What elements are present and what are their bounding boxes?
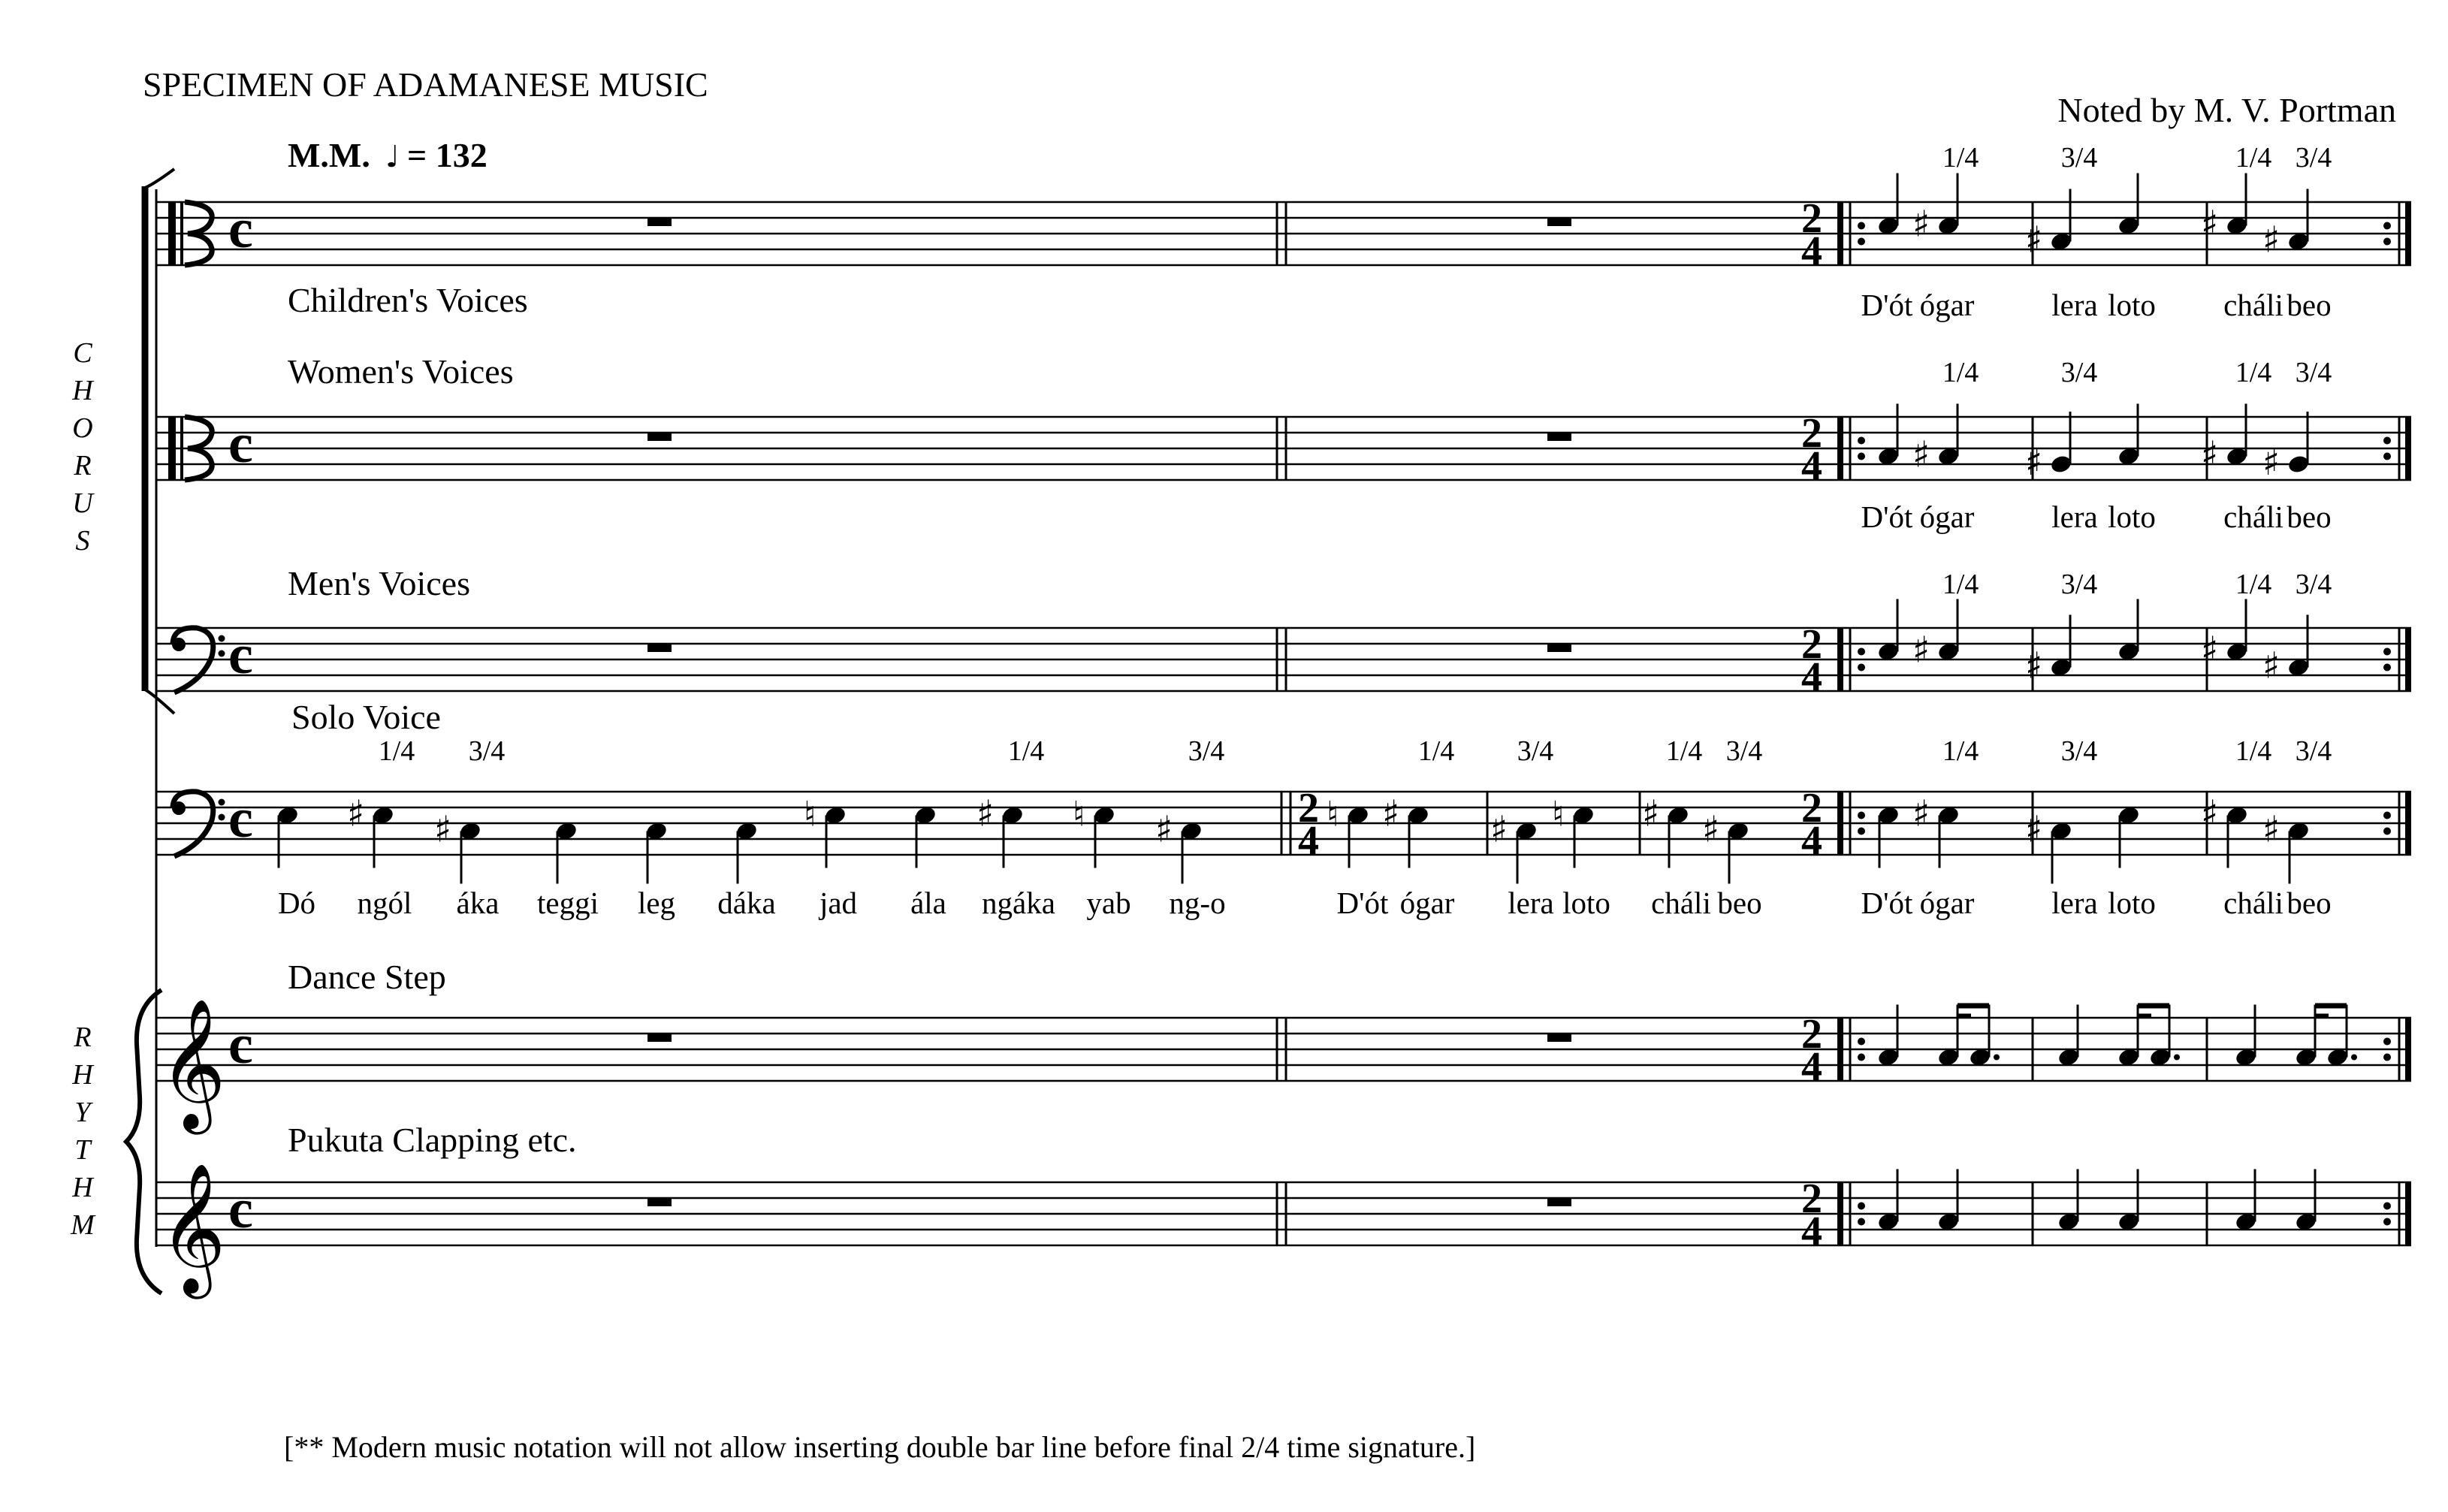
whole-rest xyxy=(1547,1034,1571,1042)
repeat-dot xyxy=(2383,453,2391,460)
treble-clef-dance: 𝄞 xyxy=(159,998,226,1129)
repeat-dot xyxy=(1858,664,1865,671)
time-sig-bottom: 4 xyxy=(1801,1209,1822,1255)
refrain-note xyxy=(2225,174,2248,237)
refrain-note xyxy=(2225,599,2248,662)
bass-clef-dot xyxy=(219,814,225,821)
solo-intro-note xyxy=(276,805,299,868)
lyric-word: lera xyxy=(2051,499,2098,534)
solo-intro-note xyxy=(1179,821,1203,884)
time-sig-bottom: 4 xyxy=(1801,228,1822,275)
quarter-note-icon: ♩ xyxy=(385,140,400,174)
sharp-sign: ♯ xyxy=(2025,442,2043,484)
solo-intro-note xyxy=(823,805,847,868)
sharp-sign: ♯ xyxy=(976,792,995,835)
pukuta-quarter xyxy=(2234,1169,2257,1233)
sharp-sign: ♯ xyxy=(2201,433,2219,476)
alto-clef-bar xyxy=(180,417,183,480)
sharp-sign: ♯ xyxy=(1155,808,1173,851)
rhythm-letter: H xyxy=(72,1059,93,1091)
refrain-note xyxy=(2117,805,2140,868)
chorus-group-label xyxy=(71,337,95,557)
sharp-sign: ♯ xyxy=(2025,644,2043,687)
dance-sixteenth xyxy=(2294,1005,2317,1068)
natural-sign: ♮ xyxy=(804,793,817,834)
repeat-dot xyxy=(2383,1203,2391,1210)
lyric-word: ógar xyxy=(1919,288,1975,322)
time-sig-bottom: 4 xyxy=(1298,818,1319,865)
common-time-men: c xyxy=(228,624,253,686)
notation xyxy=(276,174,2408,1246)
dance-dotted-eighth xyxy=(2326,1005,2349,1068)
fraction-three-quarter: 3/4 xyxy=(2060,357,2098,388)
lyric-word: lera xyxy=(2051,288,2098,322)
fraction-quarter: 1/4 xyxy=(2235,735,2272,767)
lyric-word: loto xyxy=(1562,886,1610,920)
fraction-quarter: 1/4 xyxy=(2235,569,2272,600)
fraction-quarter: 1/4 xyxy=(1942,142,1979,174)
alto-clef-bar xyxy=(180,202,183,265)
staff-name-women: Women's Voices xyxy=(288,352,514,391)
refrain-note xyxy=(1936,805,1960,868)
lyric-word: cháli xyxy=(2223,499,2283,534)
chorus-letter: H xyxy=(72,375,93,406)
sharp-sign: ♯ xyxy=(1912,203,1930,246)
whole-rest xyxy=(1547,1198,1571,1206)
refrain-note xyxy=(2117,404,2140,467)
fraction-quarter: 1/4 xyxy=(1942,735,1979,767)
sharp-sign: ♯ xyxy=(2262,808,2280,851)
lyric-word: jad xyxy=(819,886,858,920)
augmentation-dot xyxy=(2351,1055,2357,1061)
time-sig-top: 2 xyxy=(1801,621,1822,668)
dance-dotted-eighth xyxy=(1968,1005,1991,1068)
fraction-three-quarter: 3/4 xyxy=(2295,142,2332,174)
dance-quarter xyxy=(2057,1005,2080,1068)
solo-mid-note xyxy=(1514,821,1538,884)
solo-intro-note xyxy=(644,821,668,884)
fraction-three-quarter: 3/4 xyxy=(2060,569,2098,600)
lyric-word: ngáka xyxy=(982,886,1055,920)
sharp-sign: ♯ xyxy=(2262,219,2280,261)
repeat-dot xyxy=(1858,222,1865,230)
sharp-sign: ♯ xyxy=(434,808,452,851)
solo-mid-note xyxy=(1406,805,1429,868)
lyric-word: leg xyxy=(637,886,676,920)
refrain-note xyxy=(2049,189,2072,252)
whole-rest xyxy=(1547,218,1571,226)
common-time-children: c xyxy=(228,198,253,260)
rhythm-letter: H xyxy=(72,1172,93,1203)
repeat-dot xyxy=(1858,812,1865,819)
common-time-pukuta: c xyxy=(228,1179,253,1240)
repeat-dot xyxy=(2383,1038,2391,1046)
repeat-dot xyxy=(1858,1203,1865,1210)
refrain-note xyxy=(1936,599,1960,662)
lyric-word: beo xyxy=(2287,288,2332,322)
solo-mid-note xyxy=(1666,805,1689,868)
rhythm-letter: R xyxy=(74,1022,92,1053)
sharp-sign: ♯ xyxy=(2025,219,2043,261)
augmentation-dot xyxy=(1994,1055,2000,1061)
sharp-sign: ♯ xyxy=(2262,442,2280,484)
dance-dotted-eighth xyxy=(2148,1005,2172,1068)
refrain-note xyxy=(2287,412,2310,475)
refrain-note xyxy=(1936,174,1960,237)
alto-clef-bar xyxy=(168,417,176,480)
lyric-word: beo xyxy=(1717,886,1762,920)
sharp-sign: ♯ xyxy=(1702,808,1720,851)
rhythm-letter: Y xyxy=(74,1097,91,1128)
bass-clef-dot xyxy=(172,801,186,815)
chorus-letter: S xyxy=(75,525,90,557)
bass-clef-dot xyxy=(219,650,225,657)
staff-name-pukuta: Pukuta Clapping etc. xyxy=(288,1121,577,1159)
refrain-note xyxy=(2225,805,2248,868)
lyric-word: D'ót xyxy=(1861,288,1913,322)
sharp-sign: ♯ xyxy=(1490,808,1508,851)
time-sig-women xyxy=(1801,410,1822,490)
sharp-sign: ♯ xyxy=(2201,792,2219,835)
lyric-word: loto xyxy=(2108,288,2156,322)
fraction-quarter: 1/4 xyxy=(1417,735,1455,767)
repeat-dot xyxy=(2383,222,2391,230)
tempo-prefix: M.M. xyxy=(288,136,370,174)
lyric-word: ógar xyxy=(1919,499,1975,534)
lyric-word: cháli xyxy=(1651,886,1711,920)
lyric-word: D'ót xyxy=(1861,499,1913,534)
chorus-letter: C xyxy=(73,337,92,369)
sharp-sign: ♯ xyxy=(2201,203,2219,246)
dance-sixteenth xyxy=(2117,1005,2140,1068)
repeat-dot xyxy=(2383,1054,2391,1061)
repeat-dot xyxy=(1858,1218,1865,1226)
lyric-word: ngól xyxy=(357,886,412,920)
repeat-dot xyxy=(2383,437,2391,445)
time-sig-top: 2 xyxy=(1801,1011,1822,1058)
solo-intro-note xyxy=(1092,805,1115,868)
fraction-quarter: 1/4 xyxy=(1665,735,1703,767)
fraction-three-quarter: 3/4 xyxy=(2295,569,2332,600)
time-sig-dance xyxy=(1801,1011,1822,1091)
treble-clef-pukuta: 𝄞 xyxy=(159,1163,226,1293)
staff-name-men: Men's Voices xyxy=(288,564,470,602)
time-sig-top: 2 xyxy=(1298,785,1319,831)
refrain-note xyxy=(1876,174,1900,237)
refrain-note xyxy=(2287,189,2310,252)
whole-rest xyxy=(647,1034,672,1042)
lyric-word: cháli xyxy=(2223,288,2283,322)
pukuta-quarter xyxy=(1936,1169,1960,1233)
solo-intro-note xyxy=(735,821,758,884)
beam xyxy=(2315,1014,2329,1019)
refrain-note xyxy=(2049,412,2072,475)
lyric-word: loto xyxy=(2108,499,2156,534)
time-sig-children xyxy=(1801,195,1822,275)
chorus-letter: R xyxy=(74,450,92,481)
time-sig-bottom: 4 xyxy=(1801,443,1822,490)
time-sig-bottom: 4 xyxy=(1801,1044,1822,1091)
beam xyxy=(2315,1003,2347,1009)
whole-rest xyxy=(647,1198,672,1206)
repeat-dot xyxy=(1858,1054,1865,1061)
lyric-word: cháli xyxy=(2223,886,2283,920)
bass-clef-dot xyxy=(219,635,225,642)
staff-name-solo: Solo Voice xyxy=(291,698,441,736)
solo-mid-note xyxy=(1571,805,1595,868)
sharp-sign: ♯ xyxy=(2262,644,2280,687)
natural-sign: ♮ xyxy=(1552,793,1565,834)
alto-clef-bar xyxy=(168,202,176,265)
repeat-dot xyxy=(1858,238,1865,246)
refrain-note xyxy=(2287,615,2310,678)
lyric-word: D'ót xyxy=(1861,886,1913,920)
sharp-sign: ♯ xyxy=(1912,792,1930,835)
sharp-sign: ♯ xyxy=(1642,792,1660,835)
time-sig-men xyxy=(1801,621,1822,701)
fraction-three-quarter: 3/4 xyxy=(2060,735,2098,767)
fraction-three-quarter: 3/4 xyxy=(2295,357,2332,388)
solo-intro-note xyxy=(554,821,578,884)
rhythm-group-label xyxy=(70,1022,96,1241)
dance-quarter xyxy=(2234,1005,2257,1068)
common-time-women: c xyxy=(228,413,253,475)
lyric-word: beo xyxy=(2287,886,2332,920)
whole-rest xyxy=(1547,644,1571,652)
whole-rest xyxy=(647,644,672,652)
augmentation-dot xyxy=(2174,1055,2180,1061)
sharp-sign: ♯ xyxy=(2201,629,2219,671)
score-title: SPECIMEN OF ADAMANESE MUSIC xyxy=(143,65,708,104)
pukuta-quarter xyxy=(1876,1169,1900,1233)
solo-mid-note xyxy=(1726,821,1749,884)
fraction-quarter: 1/4 xyxy=(2235,357,2272,388)
time-sig-top: 2 xyxy=(1801,410,1822,457)
common-time-solo: c xyxy=(228,788,253,850)
fraction-three-quarter: 3/4 xyxy=(468,735,506,767)
fraction-quarter: 1/4 xyxy=(378,735,415,767)
lyric-word: teggi xyxy=(537,886,599,920)
time-sig-bottom: 4 xyxy=(1801,818,1822,865)
natural-sign: ♮ xyxy=(1073,793,1085,834)
repeat-dot xyxy=(1858,437,1865,445)
dance-sixteenth xyxy=(1936,1005,1960,1068)
beam xyxy=(1957,1014,1971,1019)
chorus-letter: U xyxy=(72,487,93,519)
refrain-note xyxy=(2117,174,2140,237)
lyric-word: Dó xyxy=(277,886,316,920)
solo-intro-note xyxy=(458,821,481,884)
refrain-note xyxy=(2117,599,2140,662)
lyric-word: lera xyxy=(2051,886,2098,920)
lyric-word: ógar xyxy=(1399,886,1455,920)
repeat-dot xyxy=(2383,238,2391,246)
rhythm-letter: M xyxy=(71,1209,95,1241)
whole-rest xyxy=(647,433,672,441)
repeat-dot xyxy=(1858,828,1865,835)
lyric-word: ála xyxy=(910,886,946,920)
time-sig-top: 2 xyxy=(1801,1175,1822,1222)
repeat-dot xyxy=(2383,1218,2391,1226)
rhythm-letter: T xyxy=(74,1134,91,1166)
composer-credit: Noted by M. V. Portman xyxy=(2057,91,2396,129)
pukuta-quarter xyxy=(2057,1169,2080,1233)
beam xyxy=(2138,1003,2169,1009)
fraction-quarter: 1/4 xyxy=(1942,357,1979,388)
refrain-note xyxy=(1876,805,1900,868)
fraction-three-quarter: 3/4 xyxy=(1188,735,1225,767)
refrain-note xyxy=(2049,821,2072,884)
bass-clef-dot xyxy=(219,799,225,806)
refrain-note xyxy=(1876,599,1900,662)
fraction-three-quarter: 3/4 xyxy=(2295,735,2332,767)
lyric-word: áka xyxy=(456,886,500,920)
repeat-dot xyxy=(2383,812,2391,819)
fraction-three-quarter: 3/4 xyxy=(2060,142,2098,174)
fraction-quarter: 1/4 xyxy=(1007,735,1045,767)
staff-name-children: Children's Voices xyxy=(288,281,528,319)
refrain-note xyxy=(2049,615,2072,678)
lyric-word: lera xyxy=(1508,886,1554,920)
repeat-dot xyxy=(1858,648,1865,656)
fraction-three-quarter: 3/4 xyxy=(1725,735,1763,767)
refrain-note xyxy=(2225,404,2248,467)
repeat-dot xyxy=(1858,453,1865,460)
time-sig-bottom: 4 xyxy=(1801,654,1822,701)
beam xyxy=(1957,1003,1989,1009)
time-sig-solo-mid xyxy=(1298,785,1319,865)
lyric-word: beo xyxy=(2287,499,2332,534)
footnote: [** Modern music notation will not allow inserting double bar line before final 2/4 time signature.] xyxy=(284,1430,1476,1464)
whole-rest xyxy=(1547,433,1571,441)
solo-intro-note xyxy=(371,805,394,868)
time-sig-top: 2 xyxy=(1801,785,1822,831)
solo-mid-note xyxy=(1346,805,1369,868)
lyric-word: ng-o xyxy=(1169,886,1226,920)
bass-clef-dot xyxy=(172,638,186,651)
time-sig-top: 2 xyxy=(1801,195,1822,242)
lyric-word: yab xyxy=(1086,886,1131,920)
lyric-word: loto xyxy=(2108,886,2156,920)
repeat-dot xyxy=(1858,1038,1865,1046)
refrain-note xyxy=(1876,404,1900,467)
sharp-sign: ♯ xyxy=(1912,433,1930,476)
staff-name-dance: Dance Step xyxy=(288,958,446,996)
fraction-quarter: 1/4 xyxy=(1942,569,1979,600)
fraction-three-quarter: 3/4 xyxy=(1517,735,1554,767)
lyric-word: D'ót xyxy=(1336,886,1389,920)
refrain-note xyxy=(2287,821,2310,884)
whole-rest xyxy=(647,218,672,226)
solo-intro-note xyxy=(1001,805,1024,868)
pukuta-quarter xyxy=(2294,1169,2317,1233)
dance-quarter xyxy=(1876,1005,1900,1068)
sharp-sign: ♯ xyxy=(2025,808,2043,851)
time-sig-solo xyxy=(1801,785,1822,865)
lyric-word: dáka xyxy=(717,886,776,920)
sharp-sign: ♯ xyxy=(347,792,365,835)
refrain-note xyxy=(1936,404,1960,467)
sharp-sign: ♯ xyxy=(1382,792,1400,835)
time-sig-pukuta xyxy=(1801,1175,1822,1255)
solo-intro-note xyxy=(913,805,937,868)
sharp-sign: ♯ xyxy=(1912,629,1930,671)
repeat-dot xyxy=(2383,648,2391,656)
beam xyxy=(2138,1014,2151,1019)
common-time-dance: c xyxy=(228,1014,253,1076)
chorus-letter: O xyxy=(72,412,93,444)
natural-sign: ♮ xyxy=(1327,793,1339,834)
lyric-word: ógar xyxy=(1919,886,1975,920)
pukuta-quarter xyxy=(2117,1169,2140,1233)
fraction-quarter: 1/4 xyxy=(2235,142,2272,174)
repeat-dot xyxy=(2383,664,2391,671)
repeat-dot xyxy=(2383,828,2391,835)
tempo-value: = 132 xyxy=(407,136,487,174)
